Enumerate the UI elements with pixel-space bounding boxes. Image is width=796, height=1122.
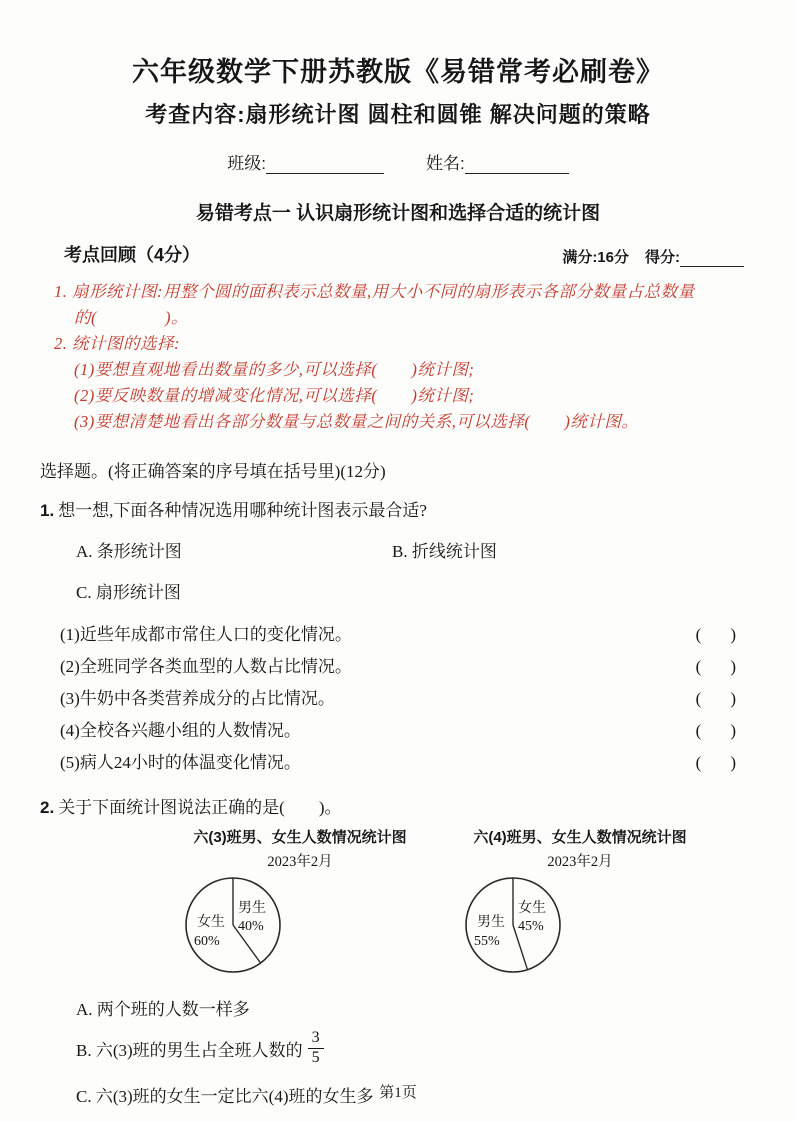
- q1-item-2-answer-bracket: ( ): [695, 657, 742, 676]
- q1-item-5-text: (5)病人24小时的体温变化情况。: [60, 753, 301, 772]
- question-1-options-row: [46, 537, 750, 562]
- q1-item-4-text: (4)全校各兴趣小组的人数情况。: [60, 721, 301, 740]
- pie-chart-1-svg: [183, 875, 283, 975]
- note-1-line-1: 1. 扇形统计图:用整个圆的面积表示总数量,用大小不同的扇形表示各部分数量占总数量: [54, 282, 695, 301]
- pie-2-slice2-value: 55%: [474, 934, 500, 949]
- full-score-label: 满分:16分: [562, 249, 629, 266]
- question-1-number: 1.: [40, 501, 55, 520]
- question-2-options: [46, 995, 750, 1122]
- pie-chart-2-title: 六(4)班男、女生人数情况统计图: [473, 829, 687, 846]
- pie-chart-1-date: 2023年2月: [267, 854, 333, 870]
- name-blank-line: [465, 156, 569, 174]
- fraction-denominator: 5: [311, 1048, 320, 1066]
- pie-chart-1-title: 六(3)班男、女生人数情况统计图: [193, 829, 407, 846]
- q1-item-row: [46, 683, 750, 715]
- q1-option-c: C. 扇形统计图: [76, 583, 181, 602]
- pie-1-slice1-value: 40%: [238, 919, 264, 934]
- document-title: 六年级数学下册苏教版《易错常考必刷卷》: [132, 57, 664, 87]
- question-2-stem: [40, 793, 750, 818]
- score-box: [562, 246, 744, 267]
- question-1-text: 想一想,下面各种情况选用哪种统计图表示最合适?: [58, 501, 427, 520]
- score-label: 得分:: [645, 249, 680, 266]
- note-2-item-2: (2)要反映数量的增减变化情况,可以选择( )统计图;: [74, 386, 475, 405]
- q2-option-b-fraction: [308, 1030, 324, 1067]
- pie-2-slice1-label: 女生: [518, 901, 546, 916]
- q1-item-3-text: (3)牛奶中各类营养成分的占比情况。: [60, 689, 335, 708]
- pie-1-slice1-label: 男生: [238, 901, 266, 916]
- fraction-numerator: 3: [308, 1030, 324, 1049]
- pie-1-slice2-label: 女生: [197, 915, 225, 930]
- question-1-items: [46, 619, 750, 779]
- q1-option-b: B. 折线统计图: [392, 542, 497, 561]
- q1-item-1-text: (1)近些年成都市常住人口的变化情况。: [60, 625, 352, 644]
- question-2-number: 2.: [40, 798, 55, 817]
- class-label: 班级:: [227, 154, 266, 173]
- q1-option-a: A. 条形统计图: [76, 542, 182, 561]
- q1-item-row: [46, 715, 750, 747]
- q1-item-1-answer-bracket: ( ): [695, 625, 742, 644]
- score-blank-line: [680, 252, 744, 267]
- q1-item-row: [46, 619, 750, 651]
- page-number: 第1页: [379, 1085, 417, 1101]
- pie-chart-class-6-3: [160, 826, 440, 980]
- pie-chart-2-svg: [463, 875, 563, 975]
- q1-item-row: [46, 747, 750, 779]
- q2-option-b-text: B. 六(3)班的男生占全班人数的: [76, 1040, 303, 1060]
- question-1-stem: [40, 496, 750, 521]
- section-heading: 易错考点一 认识扇形统计图和选择合适的统计图: [195, 203, 601, 224]
- pie-1-slice2-value: 60%: [194, 934, 220, 949]
- pie-2-slice2-label: 男生: [477, 915, 505, 930]
- pie-charts-row: [46, 826, 750, 980]
- pie-2-slice1-value: 45%: [518, 919, 544, 934]
- q2-option-b: [76, 1030, 750, 1067]
- review-title: 考点回顾（4分）: [64, 245, 201, 265]
- pie-chart-1-figure: [183, 875, 440, 980]
- student-info-row: [46, 149, 750, 174]
- document-subtitle: 考查内容:扇形统计图 圆柱和圆锥 解决问题的策略: [145, 102, 651, 127]
- q1-item-3-answer-bracket: ( ): [695, 689, 742, 708]
- q1-item-4-answer-bracket: ( ): [695, 721, 742, 740]
- note-2-item-3: (3)要想清楚地看出各部分数量与总数量之间的关系,可以选择( )统计图。: [74, 412, 639, 431]
- review-notes: [46, 279, 750, 435]
- name-label: 姓名:: [426, 154, 465, 173]
- choice-instructions: 选择题。(将正确答案的序号填在括号里)(12分): [40, 462, 386, 481]
- q2-option-a: A. 两个班的人数一样多: [76, 1000, 250, 1019]
- pie-chart-2-figure: [463, 875, 720, 980]
- question-2-text: 关于下面统计图说法正确的是( )。: [58, 798, 342, 817]
- q1-item-5-answer-bracket: ( ): [695, 753, 742, 772]
- pie-chart-2-date: 2023年2月: [547, 854, 613, 870]
- note-1-line-2: 的( )。: [74, 308, 188, 327]
- pie-chart-class-6-4: [440, 826, 720, 980]
- note-2-item-1: (1)要想直观地看出数量的多少,可以选择( )统计图;: [74, 360, 475, 379]
- review-header-row: [46, 241, 750, 267]
- q2-option-c: C. 六(3)班的女生一定比六(4)班的女生多: [76, 1086, 374, 1106]
- q1-item-2-text: (2)全班同学各类血型的人数占比情况。: [60, 657, 352, 676]
- class-blank-line: [266, 156, 384, 174]
- q1-item-row: [46, 651, 750, 683]
- note-2-head: 2. 统计图的选择:: [54, 334, 180, 353]
